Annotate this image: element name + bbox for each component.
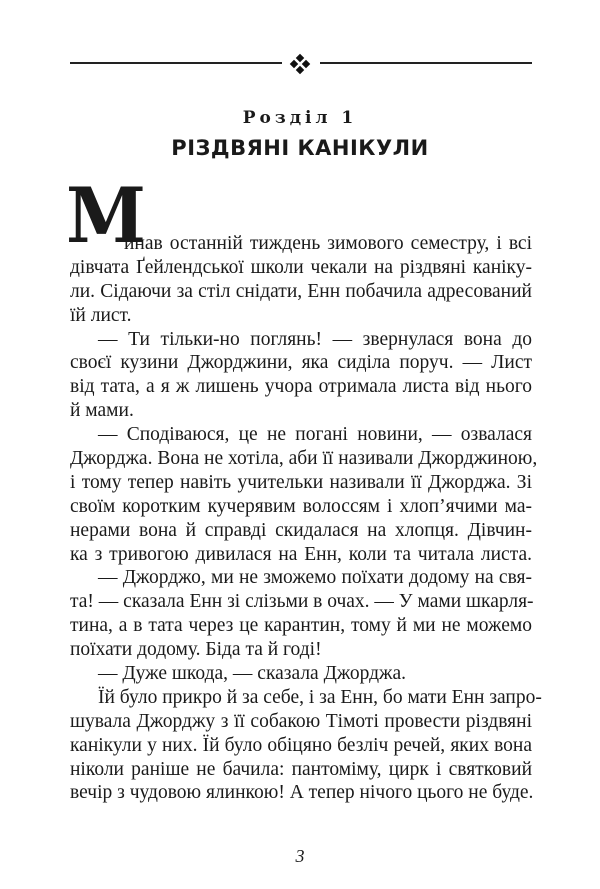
text-line: дівчата Ґейлендської школи чекали на різдвяні каніку-: [70, 256, 532, 278]
text-line: — Дуже шкода, — сказала Джорджа.: [98, 663, 407, 685]
chapter-ornament: [70, 62, 532, 64]
text-line: — Джорджо, ми не зможемо поїхати додому на свя-: [98, 567, 532, 589]
chapter-label: Розділ 1: [242, 108, 358, 128]
ornament-rule-left: [70, 62, 282, 64]
drop-cap: М: [66, 171, 146, 260]
ornament-diamond-icon: [296, 66, 304, 74]
text-line: нерами вона й справді скидалася на хлопця. Дівчин-: [70, 519, 532, 541]
ornament-diamond-icon: [302, 60, 310, 68]
text-line: й мами.: [70, 400, 134, 422]
text-line: вечір з чудовою ялинкою! А тепер нічого цього не буде.: [70, 782, 534, 804]
text-line: поїхати додому. Біда та й годі!: [70, 639, 322, 661]
text-line: — Ти тільки-но поглянь! — звернулася вона до: [98, 328, 532, 350]
text-line: канікули у них. Їй було обіцяно безліч речей, яких вона: [70, 734, 532, 756]
text-line: своєї кузини Джорджини, яка сиділа поруч. — Лист: [70, 352, 532, 374]
text-line: ли. Сідаючи за стіл снідати, Енн побачила адресований: [70, 280, 532, 302]
text-line: Їй було прикро й за себе, і за Енн, бо мати Енн запро-: [98, 686, 542, 708]
text-line: своїм коротким кучерявим волоссям і хлоп’ячими ма-: [70, 495, 532, 517]
page-number: 3: [295, 846, 305, 866]
ornament-rule-right: [320, 62, 532, 64]
chapter-title: РІЗДВЯНІ КАНІКУЛИ: [171, 136, 429, 160]
text-line: инав останній тиждень зимового семестру, і всі: [124, 233, 532, 254]
text-line: Джорджа. Вона не хотіла, аби її називали Джорджиною,: [70, 448, 538, 470]
text-line: — Сподіваюся, це не погані новини, — озвалася: [98, 424, 532, 446]
text-line: їй лист.: [70, 304, 132, 326]
text-line: шувала Джорджу з її собакою Тімоті провести різдвяні: [70, 710, 532, 732]
text-line: і тому тепер навіть учительки називали її Джорджа. Зі: [70, 471, 532, 493]
text-line: тина, а в тата через це карантин, тому й ми не можемо: [70, 615, 532, 637]
text-line: від тата, а я ж лишень учора отримала листа від нього: [70, 376, 532, 398]
body-text: [70, 232, 542, 805]
text-line: ніколи раніше не бачила: пантоміму, цирк і святковий: [70, 758, 532, 780]
text-line: та! — сказала Енн зі слізьми в очах. — У мами шкарля-: [70, 591, 534, 613]
text-line: ка з тривогою дивилася на Енн, коли та читала листа.: [70, 543, 532, 565]
